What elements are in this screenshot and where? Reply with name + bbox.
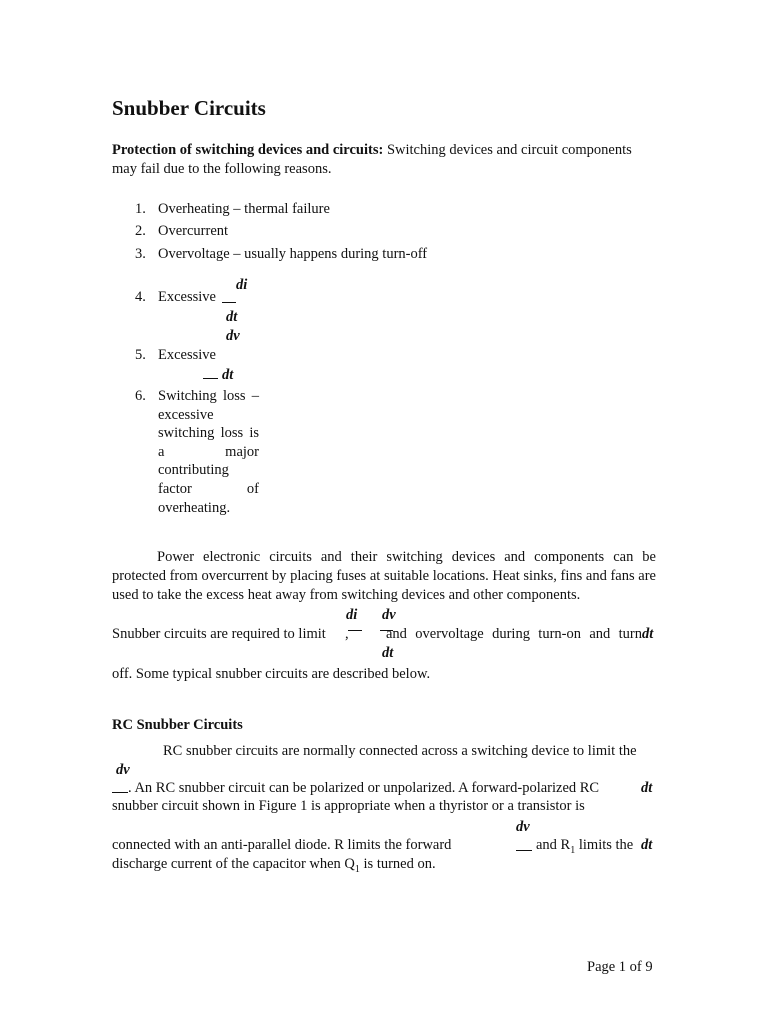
list-number: 1. [135, 201, 146, 217]
list-item: Overcurrent [158, 223, 229, 239]
fraction-numerator: dv [516, 819, 530, 835]
intro-line-2: may fail due to the following reasons. [112, 161, 332, 177]
fraction-bar [222, 302, 236, 303]
subscript: 1 [354, 863, 360, 875]
list-number: 6. [135, 388, 146, 404]
list-item: Overheating – thermal failure [158, 201, 330, 217]
section-heading: RC Snubber Circuits [112, 717, 243, 733]
paragraph-line: Snubber circuits are required to limit [112, 626, 326, 642]
list-item: Excessive [158, 289, 216, 305]
fraction-denominator: dt [641, 837, 653, 853]
page-number: Page 1 of 9 [587, 959, 653, 975]
fraction-numerator: di [346, 607, 358, 623]
fraction-denominator: dt [226, 309, 238, 325]
list-number: 3. [135, 246, 146, 262]
paragraph-line: . An RC snubber circuit can be polarized or unpolarized. A forward-polarized RC [128, 780, 600, 796]
paragraph-line: and overvoltage during turn-on and turn [386, 626, 642, 642]
intro-line-1 [112, 141, 632, 159]
paragraph-line: RC snubber circuits are normally connected across a switching device to limit the [163, 743, 637, 759]
fraction-denominator: dt [641, 780, 653, 796]
paragraph-line: connected with an anti-parallel diode. R limits the forward [112, 837, 452, 853]
list-item: Switching loss – excessive switching loss is a major contributing factor of overheating. [158, 388, 259, 516]
text-run: is turned on. [359, 856, 436, 872]
paragraph: Power electronic circuits and their switching devices and components can be protected from overcurrent by placing fuses at suitable locations. Heat sinks, fins and fans are used to take the excess heat away from switching devices and other components. [112, 549, 656, 603]
fraction-numerator: di [236, 277, 248, 293]
list-number: 5. [135, 347, 146, 363]
paragraph-line [536, 836, 633, 860]
fraction-bar [112, 792, 128, 793]
fraction-denominator: dt [222, 367, 234, 383]
paragraph-line: off. Some typical snubber circuits are described below. [112, 666, 431, 682]
list-number: 2. [135, 223, 146, 239]
text-run: discharge current of the capacitor when Q [112, 856, 355, 872]
fraction-denominator: dt [642, 626, 654, 642]
fraction-bar [516, 850, 532, 851]
fraction-denominator: dt [382, 645, 394, 661]
intro-bold: Protection of switching devices and circuits: [112, 142, 384, 158]
list-number: 4. [135, 289, 146, 305]
text-run: and R [536, 837, 571, 853]
intro-text: Switching devices and circuit components [383, 142, 632, 158]
list-item: Excessive [158, 347, 216, 363]
paragraph-line: snubber circuit shown in Figure 1 is appropriate when a thyristor or a transistor is [112, 798, 585, 814]
fraction-bar [203, 378, 218, 379]
fraction-numerator: dv [382, 607, 396, 623]
page-title: Snubber Circuits [112, 96, 266, 120]
fraction-bar [348, 630, 362, 631]
fraction-numerator: dv [116, 762, 130, 778]
subscript: 1 [570, 844, 576, 856]
list-item: Overvoltage – usually happens during turn-off [158, 246, 428, 262]
fraction-numerator: dv [226, 328, 240, 344]
text-run: limits the [575, 837, 634, 853]
paragraph-line [112, 855, 436, 879]
comma: , [345, 626, 349, 642]
